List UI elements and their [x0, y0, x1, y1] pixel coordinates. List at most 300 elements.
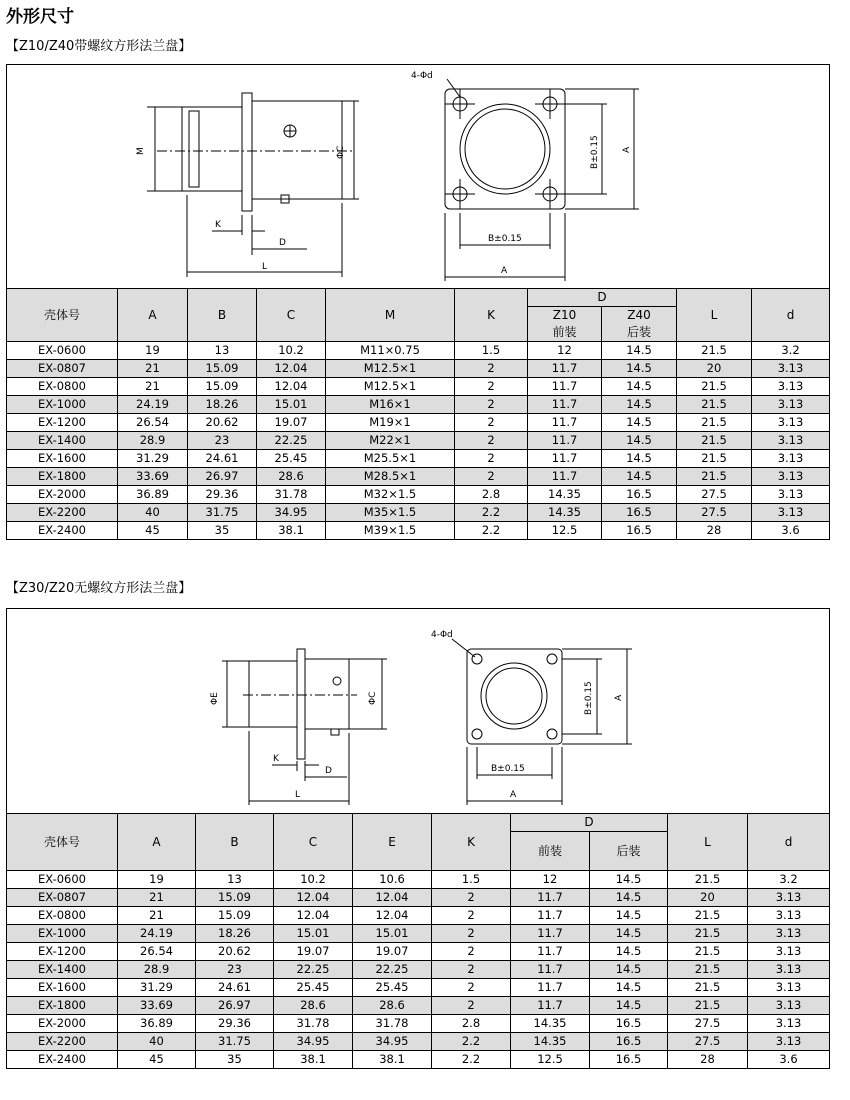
section2-title: 【Z30/Z20无螺纹方形法兰盘】 [6, 581, 192, 596]
table-cell: 14.5 [602, 360, 677, 378]
table-cell: 3.6 [748, 1051, 830, 1069]
table-cell: 3.13 [748, 1033, 830, 1051]
table-row [7, 907, 830, 925]
table-cell: 2 [432, 979, 511, 997]
table-cell: 3.13 [748, 907, 830, 925]
table-cell: EX-1200 [7, 414, 118, 432]
table-cell: 31.78 [257, 486, 326, 504]
table-cell: 3.13 [752, 468, 830, 486]
table-row [7, 1015, 830, 1033]
table-cell: 21.5 [668, 925, 748, 943]
table-cell: 35 [188, 522, 257, 540]
table-cell: 34.95 [274, 1033, 353, 1051]
table-cell: 11.7 [511, 997, 590, 1015]
label-L: L [262, 262, 268, 272]
table-cell: 2.2 [432, 1051, 511, 1069]
header-A: A [118, 289, 188, 342]
table-cell: 21.5 [677, 378, 752, 396]
table-cell: 24.19 [118, 396, 188, 414]
table-cell: 12.04 [353, 889, 432, 907]
table-cell: 21.5 [677, 396, 752, 414]
table-cell: 11.7 [528, 378, 602, 396]
table-cell: 12.5 [511, 1051, 590, 1069]
label-B-tol-v-2: B±0.15 [584, 681, 594, 715]
table-cell: 16.5 [602, 504, 677, 522]
table-cell: 14.5 [590, 961, 668, 979]
table-cell: 11.7 [511, 907, 590, 925]
table-cell: 3.13 [752, 378, 830, 396]
header-L: L [677, 289, 752, 342]
table-cell: 11.7 [511, 961, 590, 979]
table-cell: 21.5 [677, 414, 752, 432]
table-cell: 27.5 [677, 486, 752, 504]
table-row [7, 925, 830, 943]
drawing-plain-flange [6, 608, 830, 815]
table-cell: 10.2 [274, 871, 353, 889]
table-cell: 11.7 [528, 360, 602, 378]
header-z40: Z40 [627, 308, 651, 322]
table-cell: 28 [668, 1051, 748, 1069]
header-front: 前装 [552, 325, 577, 339]
table-cell: 3.13 [752, 504, 830, 522]
table-cell: 14.5 [602, 414, 677, 432]
header-z10: Z10 [552, 308, 577, 322]
table-cell: 19.07 [257, 414, 326, 432]
header-M: M [326, 289, 455, 342]
label-phiC-2: ΦC [368, 691, 378, 705]
table-cell: 1.5 [432, 871, 511, 889]
table-cell: 14.5 [602, 450, 677, 468]
drawing-threaded-flange [6, 64, 830, 290]
header-C: C [257, 289, 326, 342]
table-cell: M19×1 [326, 414, 455, 432]
label-M: M [136, 147, 146, 155]
table-cell: 3.2 [748, 871, 830, 889]
table-cell: M39×1.5 [326, 522, 455, 540]
header2-A: A [118, 814, 196, 871]
page-title: 外形尺寸 [6, 7, 74, 27]
table-cell: M35×1.5 [326, 504, 455, 522]
table-row [7, 871, 830, 889]
table-cell: 33.69 [118, 997, 196, 1015]
table-cell: 14.35 [511, 1033, 590, 1051]
table-row [7, 997, 830, 1015]
table-cell: 12.5 [528, 522, 602, 540]
table-cell: 14.5 [590, 871, 668, 889]
table-cell: EX-2000 [7, 1015, 118, 1033]
header-shell: 壳体号 [7, 289, 118, 342]
table-cell: EX-1000 [7, 396, 118, 414]
thread-body [182, 107, 242, 191]
table-cell: EX-1800 [7, 997, 118, 1015]
table-cell: 22.25 [353, 961, 432, 979]
table-cell: M25.5×1 [326, 450, 455, 468]
table-cell: 21.5 [668, 871, 748, 889]
table-cell: M12.5×1 [326, 378, 455, 396]
table-cell: 11.7 [511, 925, 590, 943]
table-cell: 3.13 [752, 450, 830, 468]
table-cell: 2 [455, 468, 528, 486]
flange-plate [242, 93, 252, 211]
table-cell: 15.09 [196, 889, 274, 907]
table-cell: 45 [118, 1051, 196, 1069]
table-cell: 20 [677, 360, 752, 378]
header-D-rear [602, 307, 677, 342]
table-cell: 15.09 [196, 907, 274, 925]
table-row [7, 360, 830, 378]
table-cell: 15.01 [353, 925, 432, 943]
table-cell: 20.62 [196, 943, 274, 961]
table-cell: 34.95 [353, 1033, 432, 1051]
table-cell: 11.7 [528, 450, 602, 468]
table-cell: 12.04 [274, 889, 353, 907]
table-cell: 21.5 [668, 997, 748, 1015]
table-row [7, 979, 830, 997]
table-cell: 21 [118, 907, 196, 925]
table-row [7, 961, 830, 979]
table-cell: 11.7 [528, 414, 602, 432]
header2-front: 前装 [511, 832, 590, 871]
table-cell: 14.5 [590, 979, 668, 997]
header-d: d [752, 289, 830, 342]
label-K: K [215, 220, 221, 230]
header2-d: d [748, 814, 830, 871]
table-cell: 14.5 [590, 943, 668, 961]
table-cell: 11.7 [528, 468, 602, 486]
flange-plate-2 [297, 649, 305, 759]
technical-drawing-2 [7, 609, 829, 814]
header-rear: 后装 [626, 325, 651, 339]
table-cell: 3.13 [748, 943, 830, 961]
table-cell: 19.07 [274, 943, 353, 961]
table-cell: 26.54 [118, 414, 188, 432]
table-cell: 2 [432, 907, 511, 925]
table-cell: 18.26 [188, 396, 257, 414]
table-cell: 31.29 [118, 979, 196, 997]
table-cell: 29.36 [196, 1015, 274, 1033]
table-cell: 31.75 [196, 1033, 274, 1051]
table-cell: M32×1.5 [326, 486, 455, 504]
table-cell: 21.5 [668, 979, 748, 997]
table-cell: 28.6 [353, 997, 432, 1015]
header-D: D [528, 289, 677, 307]
table-cell: 15.09 [188, 378, 257, 396]
table-cell: 19 [118, 871, 196, 889]
table-cell: EX-1600 [7, 979, 118, 997]
table-row [7, 450, 830, 468]
table-cell: 2 [455, 432, 528, 450]
label-A-v-2: A [614, 694, 624, 701]
table-cell: 31.78 [274, 1015, 353, 1033]
table-cell: 19 [118, 342, 188, 360]
table-cell: 3.13 [752, 414, 830, 432]
table-cell: 15.09 [188, 360, 257, 378]
table-cell: 33.69 [118, 468, 188, 486]
table-cell: 11.7 [511, 889, 590, 907]
table-cell: 40 [118, 1033, 196, 1051]
table-cell: 25.45 [274, 979, 353, 997]
technical-drawing-1 [7, 65, 829, 289]
table-cell: EX-2000 [7, 486, 118, 504]
table-cell: 31.29 [118, 450, 188, 468]
header2-L: L [668, 814, 748, 871]
table-cell: 13 [188, 342, 257, 360]
table-cell: 1.5 [455, 342, 528, 360]
table-cell: 36.89 [118, 1015, 196, 1033]
table-cell: 15.01 [257, 396, 326, 414]
table-cell: 3.2 [752, 342, 830, 360]
table-cell: 11.7 [528, 396, 602, 414]
table-cell: M28.5×1 [326, 468, 455, 486]
shell-body [252, 101, 342, 199]
table-cell: 31.78 [353, 1015, 432, 1033]
table-cell: 28.6 [274, 997, 353, 1015]
header2-B: B [196, 814, 274, 871]
header-D-front [528, 307, 602, 342]
table-cell: 21 [118, 360, 188, 378]
table-cell: 14.5 [602, 378, 677, 396]
table-cell: 3.13 [748, 979, 830, 997]
table-cell: 11.7 [511, 943, 590, 961]
table-cell: EX-1400 [7, 961, 118, 979]
table-cell: 16.5 [590, 1033, 668, 1051]
table-cell: 12.04 [353, 907, 432, 925]
table-cell: 2 [455, 414, 528, 432]
table-row [7, 396, 830, 414]
table-cell: 25.45 [353, 979, 432, 997]
table-cell: 2 [455, 360, 528, 378]
header2-C: C [274, 814, 353, 871]
table-cell: 25.45 [257, 450, 326, 468]
table-cell: 26.97 [196, 997, 274, 1015]
table-cell: 36.89 [118, 486, 188, 504]
table-cell: 2 [432, 961, 511, 979]
spec-table-threaded [6, 288, 830, 540]
label-B-tol-h: B±0.15 [488, 234, 522, 244]
table-cell: 28 [677, 522, 752, 540]
table-cell: 2 [432, 925, 511, 943]
table-row [7, 468, 830, 486]
header2-rear: 后装 [590, 832, 668, 871]
label-hole-2: 4-Φd [431, 630, 453, 640]
table-cell: 18.26 [196, 925, 274, 943]
table-cell: 22.25 [274, 961, 353, 979]
table-cell: 3.13 [748, 997, 830, 1015]
table-cell: 14.5 [590, 889, 668, 907]
table-cell: 27.5 [668, 1033, 748, 1051]
header2-D: D [511, 814, 668, 832]
table-cell: 27.5 [668, 1015, 748, 1033]
header2-shell: 壳体号 [7, 814, 118, 871]
table-cell: 14.5 [602, 468, 677, 486]
table-cell: 21.5 [668, 943, 748, 961]
label-B-tol-v: B±0.15 [590, 135, 600, 169]
table-cell: 24.61 [188, 450, 257, 468]
table-cell: 2 [432, 997, 511, 1015]
table-cell: EX-2400 [7, 522, 118, 540]
table-cell: 12.04 [274, 907, 353, 925]
table-cell: EX-2400 [7, 1051, 118, 1069]
table-cell: 19.07 [353, 943, 432, 961]
table-row [7, 522, 830, 540]
table-cell: 45 [118, 522, 188, 540]
label-A-v: A [622, 146, 632, 153]
table-cell: 21 [118, 889, 196, 907]
table-cell: M16×1 [326, 396, 455, 414]
table-row [7, 1051, 830, 1069]
table-cell: 13 [196, 871, 274, 889]
table-cell: 14.35 [528, 504, 602, 522]
table-cell: 3.13 [748, 961, 830, 979]
table-row [7, 414, 830, 432]
label-A-h-2: A [510, 790, 517, 800]
table-cell: 2.8 [455, 486, 528, 504]
table-cell: 16.5 [602, 522, 677, 540]
table-cell: M12.5×1 [326, 360, 455, 378]
table-cell: 14.5 [590, 997, 668, 1015]
table-cell: 2.2 [455, 504, 528, 522]
table-cell: 28.9 [118, 961, 196, 979]
header2-K: K [432, 814, 511, 871]
table-cell: 24.19 [118, 925, 196, 943]
label-D-2: D [325, 766, 332, 776]
table-cell: 3.6 [752, 522, 830, 540]
table-cell: 29.36 [188, 486, 257, 504]
table-cell: 3.13 [752, 360, 830, 378]
table-cell: 21.5 [677, 432, 752, 450]
header2-E: E [353, 814, 432, 871]
table-cell: EX-0800 [7, 907, 118, 925]
table-cell: 15.01 [274, 925, 353, 943]
table-cell: M22×1 [326, 432, 455, 450]
table-cell: 21.5 [677, 342, 752, 360]
table-cell: 3.13 [748, 889, 830, 907]
table-cell: 10.6 [353, 871, 432, 889]
table-cell: 2.2 [455, 522, 528, 540]
table-cell: 3.13 [752, 486, 830, 504]
table-cell: 38.1 [353, 1051, 432, 1069]
table-row [7, 378, 830, 396]
table-cell: EX-0807 [7, 889, 118, 907]
table-cell: 21.5 [668, 907, 748, 925]
table-row [7, 504, 830, 522]
table-cell: 26.97 [188, 468, 257, 486]
table-cell: 12 [528, 342, 602, 360]
table-cell: 3.13 [748, 1015, 830, 1033]
table-cell: EX-2200 [7, 504, 118, 522]
label-hole: 4-Φd [411, 71, 433, 81]
table-cell: 3.13 [752, 396, 830, 414]
table-cell: 2 [455, 396, 528, 414]
table-cell: 26.54 [118, 943, 196, 961]
table-row [7, 342, 830, 360]
table-cell: EX-0800 [7, 378, 118, 396]
table-cell: 28.9 [118, 432, 188, 450]
table-cell: 12 [511, 871, 590, 889]
table-cell: 14.5 [590, 925, 668, 943]
table-cell: 21.5 [677, 450, 752, 468]
table-cell: EX-0600 [7, 871, 118, 889]
table-cell: EX-2200 [7, 1033, 118, 1051]
table-cell: 21 [118, 378, 188, 396]
table-cell: 14.5 [602, 342, 677, 360]
table-cell: EX-0600 [7, 342, 118, 360]
table-row [7, 486, 830, 504]
table-cell: 11.7 [511, 979, 590, 997]
table-cell: 12.04 [257, 360, 326, 378]
label-phiC: ΦC [336, 145, 346, 159]
table-cell: 2 [455, 378, 528, 396]
label-D: D [279, 238, 286, 248]
table-cell: 40 [118, 504, 188, 522]
table-cell: EX-1200 [7, 943, 118, 961]
table-cell: 34.95 [257, 504, 326, 522]
label-A-h: A [501, 266, 508, 276]
table-cell: 14.5 [590, 907, 668, 925]
table-cell: 24.61 [196, 979, 274, 997]
section1-title: 【Z10/Z40带螺纹方形法兰盘】 [6, 39, 192, 54]
table-cell: 3.13 [752, 432, 830, 450]
square-flange [445, 89, 565, 209]
table-cell: 14.5 [602, 432, 677, 450]
table-row [7, 943, 830, 961]
table-cell: 2 [432, 943, 511, 961]
table-cell: EX-1800 [7, 468, 118, 486]
table-cell: 14.35 [511, 1015, 590, 1033]
table-cell: 27.5 [677, 504, 752, 522]
table-cell: 16.5 [590, 1015, 668, 1033]
table-cell: 16.5 [590, 1051, 668, 1069]
table-cell: 16.5 [602, 486, 677, 504]
table-cell: 31.75 [188, 504, 257, 522]
table-cell: 2.2 [432, 1033, 511, 1051]
table-cell: 28.6 [257, 468, 326, 486]
spec-table-plain [6, 813, 830, 1069]
table-cell: 10.2 [257, 342, 326, 360]
table-cell: 21.5 [677, 468, 752, 486]
table-cell: 23 [188, 432, 257, 450]
header-K: K [455, 289, 528, 342]
table-cell: 21.5 [668, 961, 748, 979]
table-cell: EX-1000 [7, 925, 118, 943]
table-cell: 20 [668, 889, 748, 907]
table-cell: 2.8 [432, 1015, 511, 1033]
label-B-tol-h-2: B±0.15 [491, 764, 525, 774]
table-cell: 3.13 [748, 925, 830, 943]
label-L-2: L [295, 790, 301, 800]
table-cell: 11.7 [528, 432, 602, 450]
table-cell: 12.04 [257, 378, 326, 396]
table-cell: 22.25 [257, 432, 326, 450]
table-cell: EX-1600 [7, 450, 118, 468]
table-row [7, 432, 830, 450]
table-cell: 2 [432, 889, 511, 907]
table-cell: 14.5 [602, 396, 677, 414]
table-cell: 23 [196, 961, 274, 979]
header-B: B [188, 289, 257, 342]
table-cell: 38.1 [257, 522, 326, 540]
table-cell: 38.1 [274, 1051, 353, 1069]
table-cell: EX-1400 [7, 432, 118, 450]
table-cell: 2 [455, 450, 528, 468]
table-cell: 20.62 [188, 414, 257, 432]
table-cell: 35 [196, 1051, 274, 1069]
table-cell: EX-0807 [7, 360, 118, 378]
table-row [7, 889, 830, 907]
table-row [7, 1033, 830, 1051]
table-cell: M11×0.75 [326, 342, 455, 360]
label-K-2: K [273, 754, 279, 764]
